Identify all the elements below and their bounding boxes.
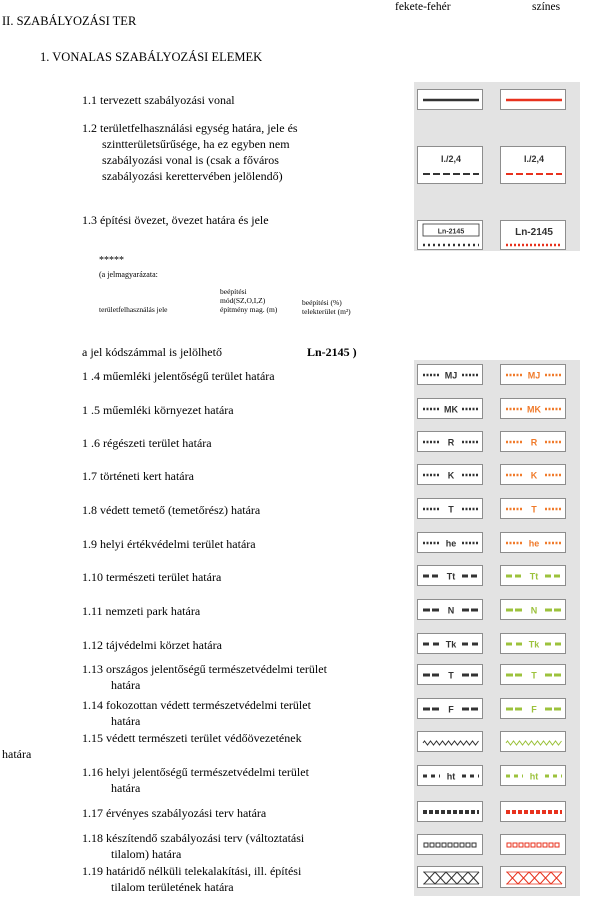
item-1-1-line-1: 1.1 tervezett szabályozási vonal: [82, 93, 235, 107]
item-1-14-line-2: határa: [111, 714, 141, 728]
symbol-code-label: N: [530, 605, 538, 616]
item-1-19-line-2: tilalom területének határa: [111, 880, 234, 894]
symbol-1-6-color: [500, 431, 566, 452]
symbol-1-5-color: [500, 398, 566, 419]
symbol-1-8-color: [500, 498, 566, 519]
item-1-13-line-1: 1.13 országos jelentőségű természetvédelmi terület: [82, 662, 327, 676]
item-1-2-line-2: szintterületsűrűsége, ha ez egyben nem: [102, 137, 290, 151]
item-1-17-line-1: 1.17 érvényes szabályozási terv határa: [82, 806, 267, 820]
item-1-2-line-1: 1.2 területfelhasználási egység határa, jele és: [82, 121, 298, 135]
symbol-1-3-color: [500, 220, 566, 250]
legend-col3: beépítési (%) telekterület (m²): [302, 298, 351, 316]
symbol-1-10-color: [500, 565, 566, 586]
item-1-13-line-2: határa: [111, 678, 141, 692]
symbol-code-label: Tt: [446, 571, 456, 582]
item-1-12-line-1: 1.12 tájvédelmi körzet határa: [82, 638, 222, 652]
symbol-code-label: T: [448, 504, 454, 515]
symbol-1-4-color: [500, 364, 566, 385]
symbol-code-label: MJ: [527, 370, 541, 381]
column-header-color: színes: [532, 1, 561, 13]
legend-intro: (a jelmagyarázata:: [99, 270, 158, 279]
symbol-1-7-color: [500, 464, 566, 485]
symbol-code-label: Tk: [528, 639, 540, 650]
symbol-code-label: K: [447, 470, 455, 481]
item-1-16-line-2: határa: [111, 781, 141, 795]
subsection-title: 1. VONALAS SZABÁLYOZÁSI ELEMEK: [40, 50, 263, 64]
symbol-code-label: he: [445, 538, 457, 549]
symbol-1-2-color: [500, 146, 566, 184]
legend-col1: területfelhasználás jele: [99, 305, 168, 314]
legend-col2: beépítési mód(SZ,O,I,Z) építmény mag. (m): [220, 287, 278, 314]
item-1-15-line-2: határa: [2, 747, 32, 761]
code-example: Ln-2145 ): [307, 345, 357, 359]
symbol-1-13-bw: [417, 664, 483, 685]
symbol-1-12-color: [500, 633, 566, 654]
legend-stars: *****: [99, 255, 124, 266]
symbol-1-17-bw: [417, 801, 483, 822]
item-1-19-line-1: 1.19 határidő nélküli telekalakítási, ill. építési: [82, 864, 302, 878]
symbol-1-2-label: I./2,4: [523, 154, 545, 164]
symbol-code-label: MJ: [444, 370, 458, 381]
symbol-1-13-color: [500, 664, 566, 685]
symbol-code-label: ht: [446, 771, 456, 782]
item-1-2-line-4: szabályozási kerettervében jelölendő): [102, 169, 283, 183]
symbol-1-18-color: [500, 834, 566, 855]
symbol-1-19-bw: [417, 866, 483, 888]
symbol-1-15-bw: [417, 731, 483, 752]
item-1-2-line-3: szabályozási vonal is (csak a főváros: [102, 153, 279, 167]
symbol-1-9-bw: [417, 532, 483, 553]
symbol-1-4-bw: [417, 364, 483, 385]
symbol-code-label: ht: [529, 771, 539, 782]
symbol-code-label: T: [448, 670, 454, 681]
item-1-14-line-1: 1.14 fokozottan védett természetvédelmi terület: [82, 698, 311, 712]
symbol-code-label: K: [530, 470, 538, 481]
symbol-code-label: F: [448, 704, 454, 715]
item-1-5-line-1: 1 .5 műemléki környezet határa: [82, 403, 234, 417]
item-1-10-line-1: 1.10 természeti terület határa: [82, 570, 222, 584]
item-1-9-line-1: 1.9 helyi értékvédelmi terület határa: [82, 537, 256, 551]
symbol-code-label: T: [531, 670, 537, 681]
symbol-1-14-color: [500, 698, 566, 719]
symbol-code-label: R: [530, 437, 538, 448]
item-1-8-line-1: 1.8 védett temető (temetőrész) határa: [82, 503, 261, 517]
item-1-18-line-2: tilalom) határa: [111, 847, 182, 861]
symbol-code-label: Tk: [445, 639, 457, 650]
symbol-1-2-label: I./2,4: [440, 154, 462, 164]
symbol-code-label: Tt: [529, 571, 539, 582]
symbol-code-label: MK: [444, 404, 458, 415]
code-note: a jel kódszámmal is jelölhető: [82, 345, 222, 359]
section-title: II. SZABÁLYOZÁSI TER: [2, 14, 137, 28]
symbol-1-10-bw: [417, 565, 483, 586]
item-1-4-line-1: 1 .4 műemléki jelentőségű terület határa: [82, 369, 275, 383]
column-header-bw: fekete-fehér: [395, 1, 451, 13]
item-1-3-line-1: 1.3 építési övezet, övezet határa és jele: [82, 213, 269, 227]
symbol-1-3-bw: [417, 220, 483, 250]
symbol-1-7-bw: [417, 464, 483, 485]
symbol-code-label: F: [531, 704, 537, 715]
item-1-7-line-1: 1.7 történeti kert határa: [82, 469, 194, 483]
symbol-1-17-color: [500, 801, 566, 822]
symbol-1-8-bw: [417, 498, 483, 519]
symbol-1-1-color: [500, 89, 566, 110]
symbol-1-2-bw: [417, 146, 483, 184]
symbol-1-16-bw: [417, 765, 483, 786]
symbol-1-19-color: [500, 866, 566, 888]
item-1-16-line-1: 1.16 helyi jelentőségű természetvédelmi terület: [82, 765, 309, 779]
symbol-1-6-bw: [417, 431, 483, 452]
symbol-1-3-code: Ln-2145: [515, 227, 553, 238]
item-1-18-line-1: 1.18 készítendő szabályozási terv (változtatási: [82, 831, 305, 845]
symbol-1-11-bw: [417, 599, 483, 620]
item-1-11-line-1: 1.11 nemzeti park határa: [82, 604, 201, 618]
symbol-1-12-bw: [417, 633, 483, 654]
symbol-code-label: T: [531, 504, 537, 515]
symbol-code-label: he: [528, 538, 540, 549]
symbol-1-16-color: [500, 765, 566, 786]
item-1-6-line-1: 1 .6 régészeti terület határa: [82, 436, 212, 450]
symbol-1-14-bw: [417, 698, 483, 719]
item-1-15-line-1: 1.15 védett természeti terület védőövezetének: [82, 731, 302, 745]
symbol-code-label: N: [447, 605, 455, 616]
symbol-1-1-bw: [417, 89, 483, 110]
symbol-1-15-color: [500, 731, 566, 752]
symbol-1-5-bw: [417, 398, 483, 419]
symbol-1-9-color: [500, 532, 566, 553]
symbol-1-3-code: Ln-2145: [437, 228, 465, 236]
symbol-code-label: R: [447, 437, 455, 448]
symbol-code-label: MK: [527, 404, 541, 415]
symbol-1-18-bw: [417, 834, 483, 855]
symbol-1-11-color: [500, 599, 566, 620]
